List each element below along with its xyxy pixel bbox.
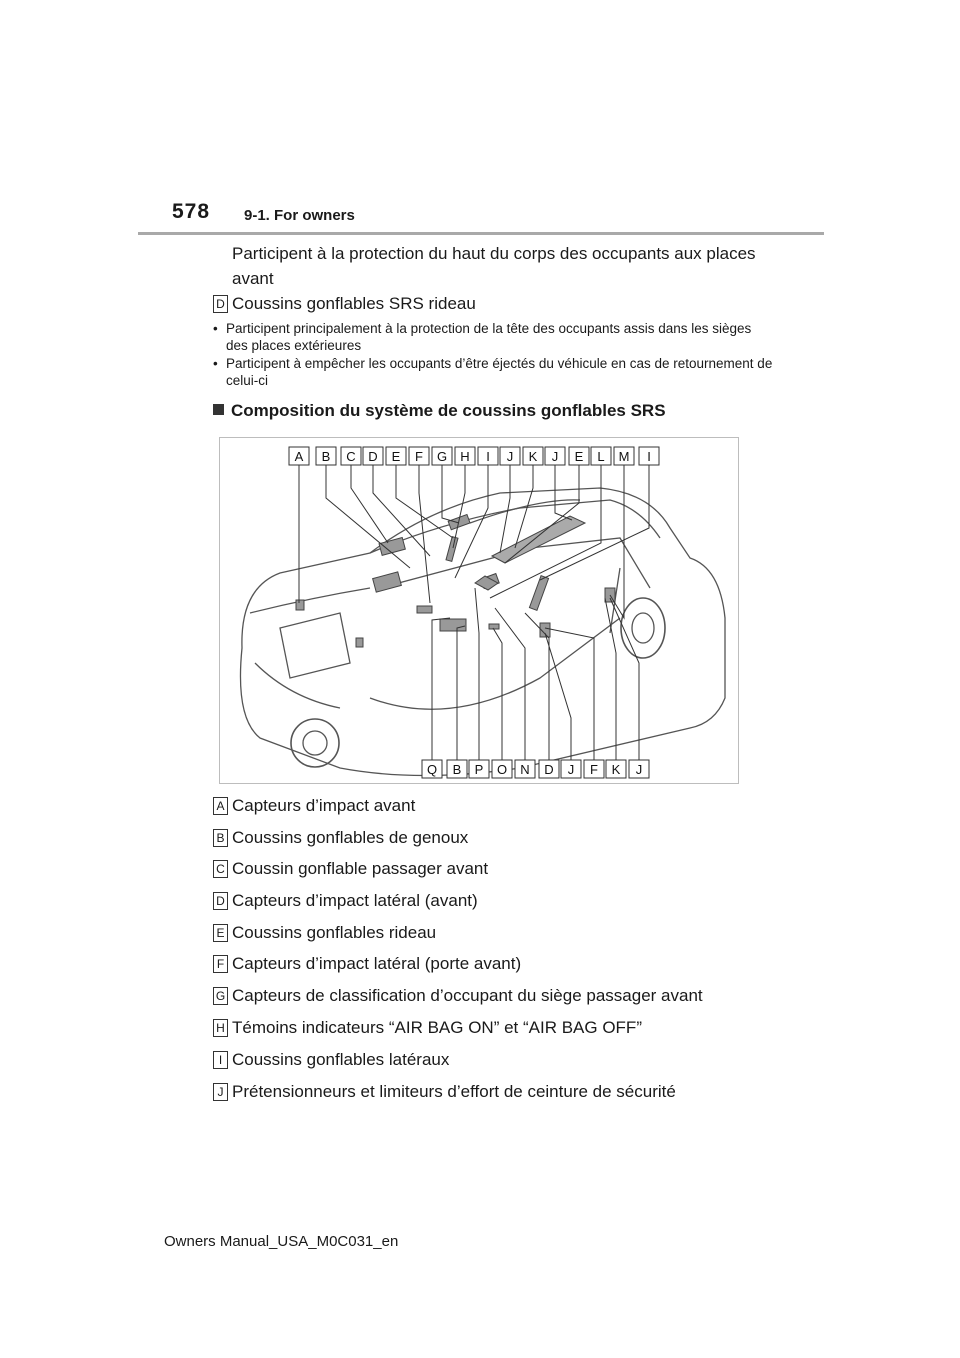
legend-item — [213, 828, 468, 848]
diagram-label-bottom: Q — [426, 762, 438, 777]
legend-badge: G — [213, 987, 228, 1005]
diagram-label-bottom: K — [611, 762, 621, 777]
diagram-label-top: C — [346, 449, 356, 464]
legend-item — [213, 796, 415, 816]
diagram-label-top: M — [618, 449, 630, 464]
diagram-label-top: L — [597, 449, 605, 464]
intro-paragraph: Participent à la protection du haut du corps des occupants aux places avant — [232, 244, 756, 288]
diagram-label-top: G — [436, 449, 448, 464]
legend-item — [213, 923, 436, 943]
header-rule — [138, 232, 824, 235]
legend-badge: E — [213, 924, 228, 942]
diagram-label-top: H — [460, 449, 470, 464]
diagram-label-bottom: B — [452, 762, 462, 777]
legend-badge: C — [213, 860, 228, 878]
legend-badge: F — [213, 955, 228, 973]
legend-item — [213, 859, 488, 879]
diagram-label-top: D — [368, 449, 378, 464]
page-number: 578 — [172, 200, 211, 223]
diagram-label-bottom: J — [567, 762, 575, 777]
legend-item — [213, 891, 478, 911]
legend-label: Capteurs d’impact latéral (avant) — [232, 891, 478, 910]
legend-badge: B — [213, 829, 228, 847]
legend-label: Témoins indicateurs “AIR BAG ON” et “AIR BAG OFF” — [232, 1018, 642, 1037]
item-label: Coussins gonflables SRS rideau — [232, 294, 476, 313]
bottom-callout-labels — [422, 760, 649, 778]
diagram-label-top: J — [551, 449, 559, 464]
legend-item — [213, 1050, 449, 1070]
top-callout-labels — [289, 447, 659, 465]
bullet-item: • Participent principalement à la protection de la tête des occupants assis dans les sièges des places extérieures — [213, 321, 752, 353]
legend-label: Capteurs de classification d’occupant du siège passager avant — [232, 986, 703, 1005]
airbag-system-diagram — [219, 437, 739, 784]
legend-badge: H — [213, 1019, 228, 1037]
diagram-label-bottom: N — [520, 762, 530, 777]
diagram-label-bottom: O — [496, 762, 508, 777]
square-bullet-icon — [213, 404, 224, 415]
legend-label: Coussins gonflables rideau — [232, 923, 437, 942]
diagram-label-top: A — [294, 449, 304, 464]
legend-label: Prétensionneurs et limiteurs d’effort de ceinture de sécurité — [232, 1082, 676, 1101]
legend-badge: D — [213, 892, 228, 910]
diagram-label-top: I — [647, 449, 651, 464]
section-title: 9-1. For owners — [244, 207, 355, 224]
diagram-label-top: J — [506, 449, 514, 464]
legend-item — [213, 1082, 676, 1102]
vehicle-illustration — [220, 438, 740, 785]
legend-item — [213, 986, 703, 1006]
legend-label: Coussins gonflables latéraux — [232, 1050, 450, 1069]
diagram-label-top: K — [528, 449, 538, 464]
legend-item — [213, 954, 521, 974]
legend-label: Coussin gonflable passager avant — [232, 859, 489, 878]
diagram-label-top: E — [574, 449, 584, 464]
diagram-label-top: E — [391, 449, 401, 464]
diagram-label-bottom: J — [635, 762, 643, 777]
legend-label: Capteurs d’impact latéral (porte avant) — [232, 954, 522, 973]
legend-badge: A — [213, 797, 228, 815]
legend-label: Coussins gonflables de genoux — [232, 828, 469, 847]
vehicle-outline — [240, 488, 725, 776]
legend-label: Capteurs d’impact avant — [232, 796, 416, 815]
legend-badge: I — [213, 1051, 228, 1069]
curtain-bullets — [213, 320, 773, 390]
item-badge: D — [213, 295, 228, 313]
diagram-label-top: F — [415, 449, 423, 464]
legend-item — [213, 1018, 642, 1038]
legend-badge: J — [213, 1083, 228, 1101]
footer-text: Owners Manual_USA_M0C031_en — [164, 1233, 399, 1250]
callout-lines — [299, 463, 649, 760]
diagram-label-bottom: P — [474, 762, 484, 777]
composition-heading: Composition du système de coussins gonflables SRS — [213, 401, 666, 421]
curtain-airbag-item — [213, 294, 476, 314]
bullet-item: • Participent à empêcher les occupants d’être éjectés du véhicule en cas de retournement de celui-ci — [213, 356, 773, 388]
diagram-label-top: B — [321, 449, 331, 464]
diagram-label-bottom: F — [590, 762, 598, 777]
diagram-label-bottom: D — [544, 762, 554, 777]
diagram-label-top: I — [486, 449, 490, 464]
